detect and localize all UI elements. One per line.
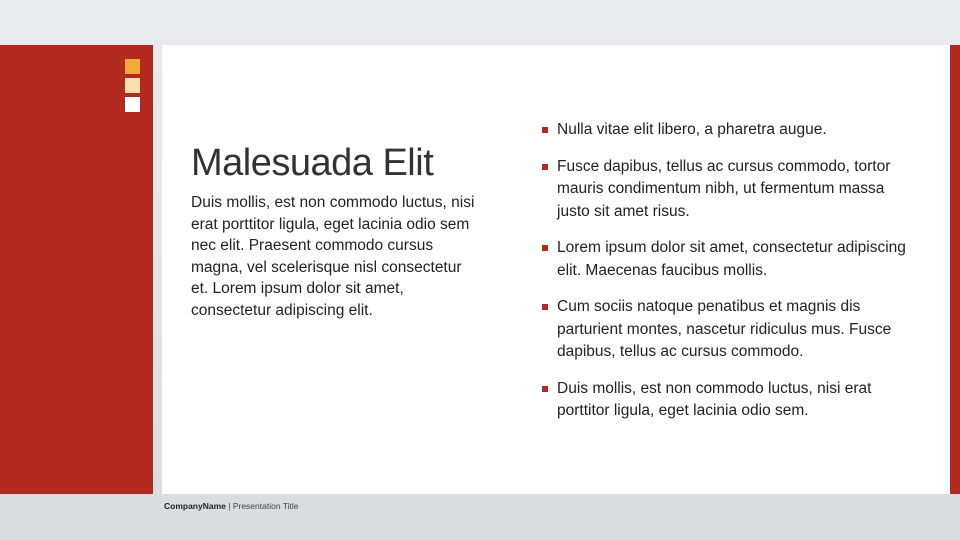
footer — [164, 501, 299, 511]
bullet-text: Lorem ipsum dolor sit amet, consectetur adipiscing elit. Maecenas faucibus mollis. — [557, 239, 906, 279]
bullet-square-icon — [542, 127, 548, 133]
right-accent-strip — [950, 45, 960, 494]
bullet-item — [540, 378, 920, 423]
bullet-text: Cum sociis natoque penatibus et magnis dis parturient montes, nascetur ridiculus mus. Fusce dapibus, tellus ac cursus commodo. — [557, 298, 892, 360]
bullet-text: Nulla vitae elit libero, a pharetra augue. — [557, 121, 827, 138]
bullet-item — [540, 119, 920, 142]
decor-square-white — [125, 97, 140, 112]
bullet-item — [540, 237, 920, 282]
bullet-list — [540, 119, 920, 437]
footer-company: CompanyName — [164, 501, 226, 511]
bullet-text: Fusce dapibus, tellus ac cursus commodo, tortor mauris condimentum nibh, ut fermentum massa justo sit amet risus. — [557, 157, 891, 220]
bullet-square-icon — [542, 164, 548, 170]
decor-square-peach — [125, 78, 140, 93]
footer-separator: | — [225, 501, 233, 511]
bullet-text: Duis mollis, est non commodo luctus, nisi erat porttitor ligula, eget lacinia odio sem. — [557, 379, 872, 419]
bullet-square-icon — [542, 245, 548, 251]
bullet-square-icon — [542, 304, 548, 310]
left-accent-panel — [0, 45, 153, 494]
footer-presentation-title: Presentation Title — [232, 501, 299, 511]
bullet-item — [540, 296, 920, 364]
bullet-square-icon — [542, 386, 548, 392]
decor-square-orange — [125, 59, 140, 74]
slide-body-text: Duis mollis, est non commodo luctus, nisi erat porttitor ligula, eget lacinia odio sem nec elit. Praesent commodo cursus magna, vel scelerisque nisl consectetur et. Lorem ipsum dolor sit amet, consectetur adipiscing elit. — [191, 194, 475, 319]
bullet-item — [540, 156, 920, 224]
slide-title: Malesuada Elit — [191, 142, 434, 184]
